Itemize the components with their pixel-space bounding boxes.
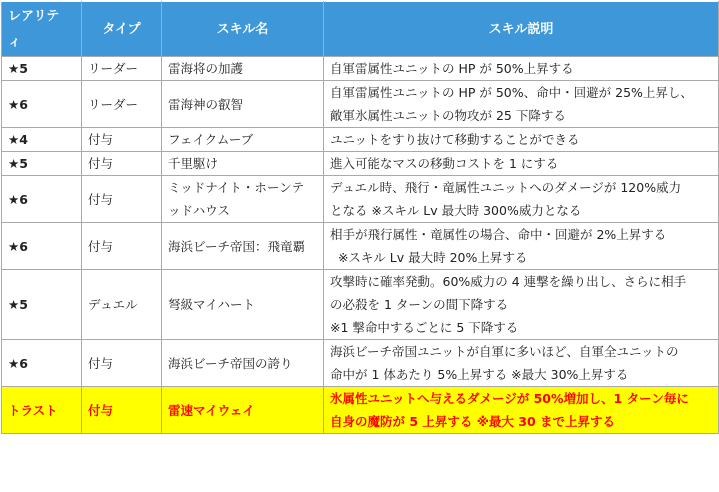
- rarity-cell: ★6: [2, 176, 82, 223]
- skill-table: [1, 1, 719, 434]
- rarity-cell: ★5: [2, 152, 82, 176]
- rarity-cell: ★5: [2, 270, 82, 340]
- description-line: 命中が 1 体あたり 5%上昇する ※最大 30%上昇する: [330, 367, 629, 382]
- skill-name-line: ミッドナイト・ホーンテ: [168, 180, 305, 195]
- trust-description-line: 氷属性ユニットへ与えるダメージが 50%増加し、1 ターン毎に: [330, 391, 689, 406]
- description-line: の必殺を 1 ターンの間下降する: [330, 297, 509, 312]
- skill-name-cell: [162, 340, 324, 387]
- type-cell: 付与: [82, 223, 162, 270]
- description-line: ※スキル Lv 最大時 20%上昇する: [330, 250, 528, 265]
- rarity-cell: ★6: [2, 223, 82, 270]
- skill-name-line: 千里駆け: [168, 156, 219, 171]
- skill-description-cell: [324, 57, 719, 81]
- trust-rarity-cell: トラスト: [2, 387, 82, 434]
- trust-row: [2, 387, 719, 434]
- header-rarity: [2, 2, 82, 57]
- table-row: [2, 176, 719, 223]
- header-skill-description: スキル説明: [324, 2, 719, 57]
- table-row: [2, 81, 719, 128]
- description-line: 相手が飛行属性・竜属性の場合、命中・回避が 2%上昇する: [330, 227, 667, 242]
- rarity-cell: ★5: [2, 57, 82, 81]
- description-line: 攻撃時に確率発動。60%威力の 4 連撃を繰り出し、さらに相手: [330, 274, 687, 289]
- skill-description-cell: [324, 128, 719, 152]
- trust-description-line: 自身の魔防が 5 上昇する ※最大 30 まで上昇する: [330, 414, 616, 429]
- table-row: [2, 57, 719, 81]
- description-line: ※1 撃命中するごとに 5 下降する: [330, 320, 519, 335]
- table-row: [2, 340, 719, 387]
- skill-name-cell: [162, 81, 324, 128]
- type-cell: 付与: [82, 176, 162, 223]
- skill-description-cell: [324, 340, 719, 387]
- skill-name-cell: [162, 176, 324, 223]
- skill-description-cell: [324, 270, 719, 340]
- skill-table-body: [2, 57, 719, 434]
- trust-skill-name-cell: 雷速マイウェイ: [162, 387, 324, 434]
- trust-skill-description-cell: [324, 387, 719, 434]
- skill-name-cell: [162, 152, 324, 176]
- skill-name-cell: [162, 128, 324, 152]
- header-skill-name: スキル名: [162, 2, 324, 57]
- table-row: [2, 223, 719, 270]
- rarity-cell: ★6: [2, 81, 82, 128]
- description-line: となる ※スキル Lv 最大時 300%威力となる: [330, 203, 582, 218]
- skill-name-cell: [162, 270, 324, 340]
- skill-name-line: 雷海将の加護: [168, 61, 244, 76]
- skill-name-line: 雷海神の叡智: [168, 96, 244, 112]
- skill-name-line: 弩級マイハート: [168, 297, 256, 312]
- skill-name-line: 海浜ビーチ帝国：飛竜覇: [168, 238, 306, 254]
- description-line: 自軍雷属性ユニットの HP が 50%上昇する: [330, 61, 574, 76]
- description-line: 海浜ビーチ帝国ユニットが自軍に多いほど、自軍全ユニットの: [330, 344, 679, 359]
- type-cell: リーダー: [82, 57, 162, 81]
- skill-name-line: 海浜ビーチ帝国の誇り: [168, 355, 293, 371]
- skill-name-line: フェイクムーブ: [168, 132, 254, 147]
- type-cell: デュエル: [82, 270, 162, 340]
- rarity-cell: ★4: [2, 128, 82, 152]
- header-rarity-line2: ィ: [8, 35, 22, 50]
- type-cell: 付与: [82, 128, 162, 152]
- skill-name-cell: [162, 57, 324, 81]
- type-cell: 付与: [82, 340, 162, 387]
- skill-description-cell: [324, 176, 719, 223]
- type-cell: リーダー: [82, 81, 162, 128]
- skill-description-cell: [324, 81, 719, 128]
- skill-description-cell: [324, 152, 719, 176]
- description-line: ユニットをすり抜けて移動することができる: [330, 132, 580, 147]
- header-type: タイプ: [82, 2, 162, 57]
- description-line: デュエル時、飛行・竜属性ユニットへのダメージが 120%威力: [330, 180, 682, 195]
- skill-description-cell: [324, 223, 719, 270]
- type-cell: 付与: [82, 152, 162, 176]
- table-row: [2, 152, 719, 176]
- header-rarity-line1: レアリテ: [8, 9, 60, 24]
- trust-type-cell: 付与: [82, 387, 162, 434]
- skill-name-line: ッドハウス: [168, 203, 230, 218]
- table-header-row: [2, 2, 719, 57]
- table-row: [2, 270, 719, 340]
- rarity-cell: ★6: [2, 340, 82, 387]
- table-row: [2, 128, 719, 152]
- description-line: 自軍雷属性ユニットの HP が 50%、命中・回避が 25%上昇し、: [330, 85, 693, 100]
- description-line: 進入可能なマスの移動コストを 1 にする: [330, 156, 559, 171]
- description-line: 敵軍氷属性ユニットの物攻が 25 下降する: [330, 108, 566, 123]
- skill-name-cell: [162, 223, 324, 270]
